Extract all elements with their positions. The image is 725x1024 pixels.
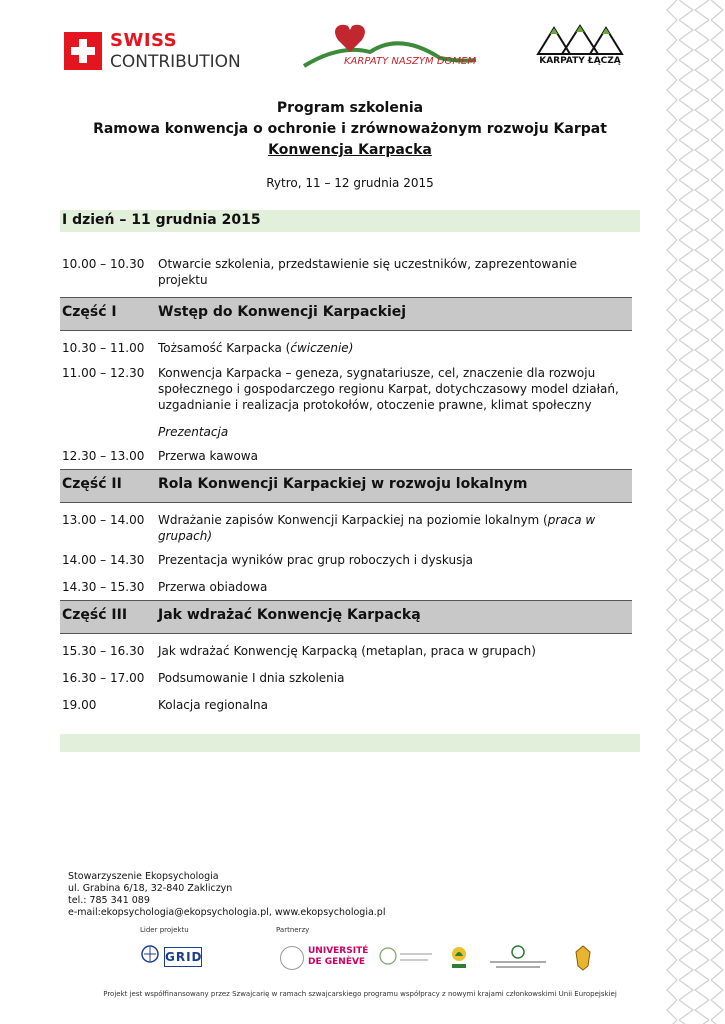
karpaty-naszym-domem-logo xyxy=(300,22,480,76)
row-time: 10.00 – 10.30 xyxy=(62,257,145,271)
swiss-logo-line1: SWISS xyxy=(110,30,178,51)
row-description: Przerwa obiadowa xyxy=(158,580,268,594)
row-description: Przerwa kawowa xyxy=(158,449,258,463)
footer-phone: tel.: 785 341 089 xyxy=(68,895,150,906)
decorative-chevron-border xyxy=(663,0,725,1024)
unige-line1: UNIVERSITÉ xyxy=(308,946,369,956)
convention-name: Konwencja Karpacka xyxy=(268,142,432,158)
row-time: 11.00 – 12.30 xyxy=(62,366,145,380)
day-heading xyxy=(60,210,640,232)
karpaty-laczy-logo xyxy=(534,24,626,70)
row-time: 12.30 – 13.00 xyxy=(62,449,145,463)
row-note: Prezentacja xyxy=(158,425,229,439)
row-description: Konwencja Karpacka – geneza, sygnatariusze, cel, znaczenie dla rozwoju społecznego i gospodarczego regionu Karpat, dotychczasowy model działań, uzgadnianie i realizacja protokołów, otoczenie prawne, klimat społeczny xyxy=(158,366,619,412)
row-time: 14.00 – 14.30 xyxy=(62,553,145,567)
row-time: 19.00 xyxy=(62,698,97,712)
unep-emblem-icon xyxy=(140,944,160,966)
part-label: Część II xyxy=(62,476,122,492)
row-time: 10.30 – 11.00 xyxy=(62,341,145,355)
swiss-flag-icon xyxy=(64,32,102,70)
leader-label: Lider projektu xyxy=(140,926,189,934)
part-title: Rola Konwencji Karpackiej w rozwoju lokalnym xyxy=(158,476,528,492)
laczy-logo-text: KARPATY ŁĄCZĄ xyxy=(539,56,621,66)
program-title: Program szkolenia xyxy=(276,100,424,116)
row-time: 13.00 – 14.00 xyxy=(62,513,145,527)
partner-leaf-logo-icon xyxy=(450,944,468,972)
footer-org: Stowarzyszenie Ekopsychologia xyxy=(68,871,219,882)
university-seal-icon xyxy=(280,946,304,970)
part-heading xyxy=(60,469,632,503)
universite-de-geneve-logo xyxy=(280,944,370,972)
day-title: I dzień – 11 grudnia 2015 xyxy=(62,212,261,228)
part-title: Jak wdrażać Konwencję Karpacką xyxy=(158,607,421,623)
row-description: Otwarcie szkolenia, przedstawienie się uczestników, zaprezentowanie projektu xyxy=(158,257,578,287)
row-description: Prezentacja wyników prac grup roboczych i dyskusja xyxy=(158,553,474,567)
footer-email: e-mail:ekopsychologia@ekopsychologia.pl, www.ekopsychologia.pl xyxy=(68,907,386,918)
row-description: Podsumowanie I dnia szkolenia xyxy=(158,671,345,685)
part-heading xyxy=(60,600,632,634)
part-heading xyxy=(60,297,632,331)
heart-mountains-icon xyxy=(300,22,480,76)
unige-line2: DE GENÈVE xyxy=(308,957,366,967)
row-description-text: Tożsamość Karpacka ( xyxy=(158,341,291,355)
ekopsychologia-logo-icon xyxy=(378,944,434,972)
row-time: 14.30 – 15.30 xyxy=(62,580,145,594)
regional-ecology-centre-logo-icon xyxy=(488,944,548,972)
funding-note: Projekt jest współfinansowany przez Szwajcarię w ramach szwajcarskiego programu współpracy z nowymi krajami członkowskimi Unii Europejskiej xyxy=(103,990,617,998)
partners-label: Partnerzy xyxy=(276,926,310,934)
footer-contact xyxy=(68,871,385,919)
swiss-logo-line2: CONTRIBUTION xyxy=(110,52,241,72)
karpaty-logo-text: KARPATY NASZYM DOMEM xyxy=(344,56,476,67)
row-description-italic: praca w grupach) xyxy=(158,513,596,543)
swiss-contribution-logo xyxy=(64,30,264,76)
closing-band xyxy=(60,734,640,752)
row-description-italic: ćwiczenie) xyxy=(290,341,354,355)
part-label: Część III xyxy=(62,607,128,623)
event-date: Rytro, 11 – 12 grudnia 2015 xyxy=(266,176,434,190)
row-time: 16.30 – 17.00 xyxy=(62,671,145,685)
row-description: Kolacja regionalna xyxy=(158,698,268,712)
row-time: 15.30 – 16.30 xyxy=(62,644,145,658)
unep-grid-logo xyxy=(140,944,264,972)
mountain-triangles-icon xyxy=(534,24,626,56)
footer-address: ul. Grabina 6/18, 32-840 Zakliczyn xyxy=(68,883,233,894)
row-description: Jak wdrażać Konwencję Karpacką (metaplan, praca w grupach) xyxy=(158,644,536,658)
part-title: Wstęp do Konwencji Karpackiej xyxy=(158,304,407,320)
row-description-text: Wdrażanie zapisów Konwencji Karpackiej na poziomie lokalnym ( xyxy=(158,513,548,527)
grid-logo-text: GRID xyxy=(164,947,202,967)
row-description xyxy=(158,512,628,544)
row-description xyxy=(158,340,628,356)
part-label: Część I xyxy=(62,304,117,320)
program-subtitle: Ramowa konwencja o ochronie i zrównoważonym rozwoju Karpat xyxy=(93,121,607,137)
partner-shield-logo-icon xyxy=(574,944,592,972)
